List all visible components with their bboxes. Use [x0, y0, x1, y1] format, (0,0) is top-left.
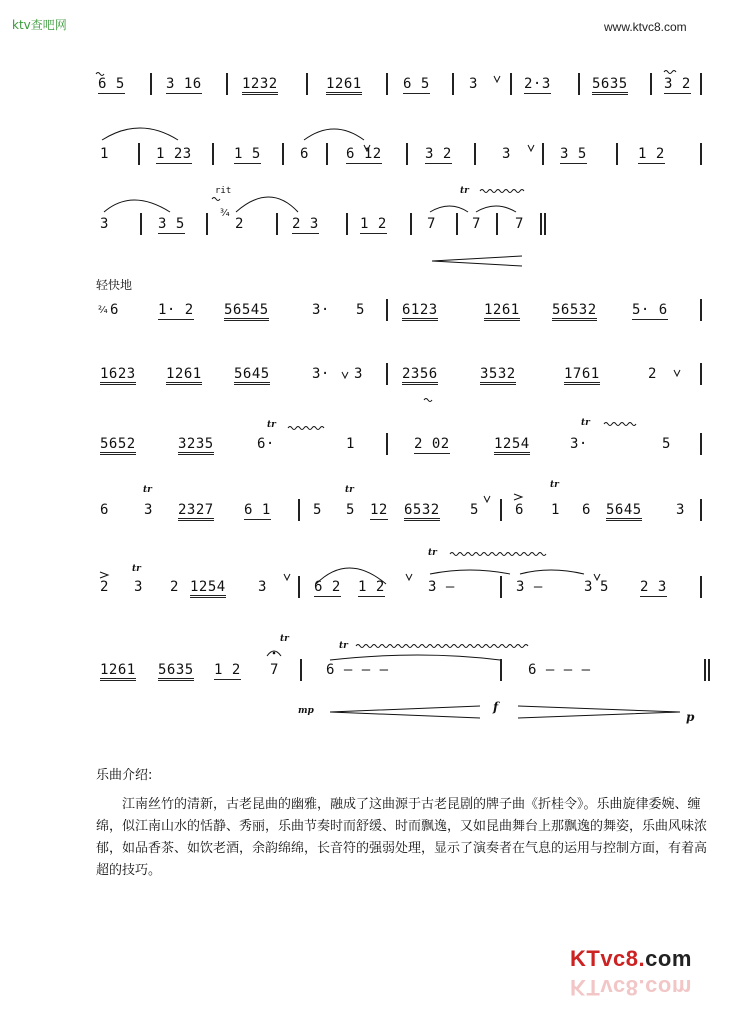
note-group: 2	[235, 216, 244, 232]
note-group: 3	[502, 146, 511, 162]
note-group: 3532	[480, 366, 516, 385]
note-group: 5645	[234, 366, 270, 385]
accent-mark	[514, 494, 522, 500]
note-group: 6	[300, 146, 309, 162]
time-signature: ³⁄₄	[220, 208, 230, 219]
note-group: 3	[134, 579, 143, 595]
note-group: 7	[427, 216, 436, 232]
slur	[316, 568, 386, 584]
slur	[104, 200, 170, 212]
trill-line	[604, 423, 636, 426]
note-group: 6·	[257, 436, 275, 452]
trill-mark: tr	[132, 564, 141, 574]
breath-mark	[494, 76, 500, 82]
note-group: 2	[648, 366, 657, 382]
trill-mark: tr	[280, 634, 289, 644]
note-group: 6 2	[314, 579, 341, 595]
note-group: 7	[515, 216, 524, 232]
site-header-left: ktv查吧网	[12, 18, 67, 32]
mordent-mark	[212, 198, 220, 201]
note-group: 5· 6	[632, 302, 668, 318]
dynamic-f: f	[493, 700, 499, 714]
note-group: 3	[144, 502, 153, 518]
site-logo-reflection: KTvc8.com	[570, 975, 692, 1000]
slur	[520, 570, 584, 574]
slur	[330, 655, 500, 660]
trill-mark: tr	[143, 485, 152, 495]
trill-line	[356, 645, 528, 648]
breath-mark	[406, 574, 412, 580]
breath-mark	[528, 145, 534, 151]
note-group: 5652	[100, 436, 136, 455]
note-group: 2356	[402, 366, 438, 385]
breath-mark	[484, 496, 490, 502]
note-group: 6	[515, 502, 524, 518]
mordent-mark	[96, 73, 104, 76]
dynamic-mp: mp	[298, 706, 314, 716]
intro-body: 江南丝竹的清新，古老昆曲的幽雅，融成了这曲源于古老昆剧的牌子曲《折桂令》。乐曲旋律委婉、缠绵，似江南山水的恬静、秀丽，乐曲节奏时而舒缓、时而飘逸，又如昆曲舞台上那飘逸的舞姿，乐曲风味浓郁，如品香茶、如饮老酒，余韵绵绵，长音符的强弱处理，显示了演奏者在气息的运用与控制方面，有着高超的技巧。	[96, 797, 708, 878]
note-group: 56545	[224, 302, 269, 321]
note-group: 7	[472, 216, 481, 232]
note-group: 1261	[166, 366, 202, 385]
note-group: 5635	[592, 76, 628, 95]
note-group: 5	[356, 302, 365, 318]
note-group: 5	[470, 502, 479, 518]
note-group: 3 2	[664, 76, 691, 92]
note-group: 12	[370, 502, 388, 518]
breath-mark	[674, 370, 680, 376]
slur	[476, 206, 516, 212]
note-group: 6 1	[244, 502, 271, 518]
note-group: 1761	[564, 366, 600, 385]
trill-mark: tr	[428, 548, 437, 558]
note-group: 7	[270, 662, 279, 678]
tempo-marking: 轻快地	[96, 278, 133, 292]
note-group: 5	[600, 579, 609, 595]
trill-line	[450, 553, 546, 556]
trill-mark: tr	[460, 186, 469, 196]
time-signature: ²⁄₄	[98, 305, 108, 316]
note-group: 1 2	[360, 216, 387, 232]
note-group: 3·	[312, 366, 330, 382]
note-group: 6	[110, 302, 119, 318]
note-group: 3	[469, 76, 478, 92]
note-group: 2	[170, 579, 179, 595]
note-group: 3 16	[166, 76, 202, 92]
note-group: 2 3	[292, 216, 319, 232]
note-group: 6 – – –	[528, 662, 591, 678]
note-group: 1· 2	[158, 302, 194, 318]
note-group: 3 –	[516, 579, 543, 595]
site-logo: KTvc8.com	[570, 946, 692, 971]
note-group: 3	[676, 502, 685, 518]
note-group: 5	[662, 436, 671, 452]
note-group: 6 5	[98, 76, 125, 92]
trill-mark: tr	[345, 485, 354, 495]
trill-mark: tr	[581, 418, 590, 428]
note-group: 1232	[242, 76, 278, 95]
note-group: 1254	[190, 579, 226, 598]
dynamic-p: p	[686, 710, 695, 724]
decrescendo-hairpin	[432, 256, 522, 266]
note-group: 5645	[606, 502, 642, 521]
note-group: 6	[582, 502, 591, 518]
breath-mark	[342, 372, 348, 378]
slur	[102, 128, 178, 140]
note-group: 3 5	[560, 146, 587, 162]
mordent-mark	[424, 399, 432, 402]
note-group: 1 5	[234, 146, 261, 162]
note-group: 2327	[178, 502, 214, 521]
note-group: 1 23	[156, 146, 192, 162]
breath-mark	[364, 145, 370, 151]
note-group: 3·	[312, 302, 330, 318]
site-header-url: www.ktvc8.com	[604, 20, 687, 34]
note-group: 1254	[494, 436, 530, 455]
note-group: 3	[100, 216, 109, 232]
trill-line	[480, 190, 524, 193]
note-group: 3	[258, 579, 267, 595]
note-group: 3 2	[425, 146, 452, 162]
note-group: 56532	[552, 302, 597, 321]
slur	[236, 197, 298, 212]
trill-mark: tr	[267, 420, 276, 430]
slur	[304, 129, 364, 140]
note-group: 6 12	[346, 146, 382, 162]
note-group: 1 2	[358, 579, 385, 595]
mordent-mark	[664, 71, 676, 74]
decrescendo-hairpin	[518, 706, 680, 718]
note-group: 2 3	[640, 579, 667, 595]
note-group: 1	[551, 502, 560, 518]
rit-marking: rit	[215, 186, 232, 196]
note-group: 6 – – –	[326, 662, 389, 678]
breath-mark	[594, 574, 600, 580]
note-group: 1 2	[638, 146, 665, 162]
note-group: 1261	[326, 76, 362, 95]
note-group: 6 5	[403, 76, 430, 92]
note-group: 5	[346, 502, 355, 518]
note-group: 1 2	[214, 662, 241, 678]
note-group: 3 –	[428, 579, 455, 595]
note-group: 3·	[570, 436, 588, 452]
note-group: 6532	[404, 502, 440, 521]
note-group: 2 02	[414, 436, 450, 452]
breath-mark	[284, 574, 290, 580]
note-group: 3 5	[158, 216, 185, 232]
note-group: 3235	[178, 436, 214, 455]
note-group: 1261	[484, 302, 520, 321]
trill-mark: tr	[550, 480, 559, 490]
slur	[430, 570, 510, 574]
note-group: 6	[100, 502, 109, 518]
note-group: 1261	[100, 662, 136, 681]
accent-mark	[100, 572, 108, 578]
trill-mark: tr	[339, 641, 348, 651]
note-group: 1623	[100, 366, 136, 385]
note-group: 6123	[402, 302, 438, 321]
slur	[430, 206, 468, 212]
trill-line	[288, 427, 324, 430]
note-group: 1	[100, 146, 109, 162]
note-group: 2	[100, 579, 109, 595]
note-group: 2·3	[524, 76, 551, 92]
crescendo-hairpin	[330, 706, 480, 718]
note-group: 5	[313, 502, 322, 518]
note-group: 3	[584, 579, 593, 595]
intro-title: 乐曲介绍:	[96, 768, 153, 783]
note-group: 1	[346, 436, 355, 452]
fermata-dot	[273, 652, 276, 655]
note-group: 5635	[158, 662, 194, 681]
note-group: 3	[354, 366, 363, 382]
